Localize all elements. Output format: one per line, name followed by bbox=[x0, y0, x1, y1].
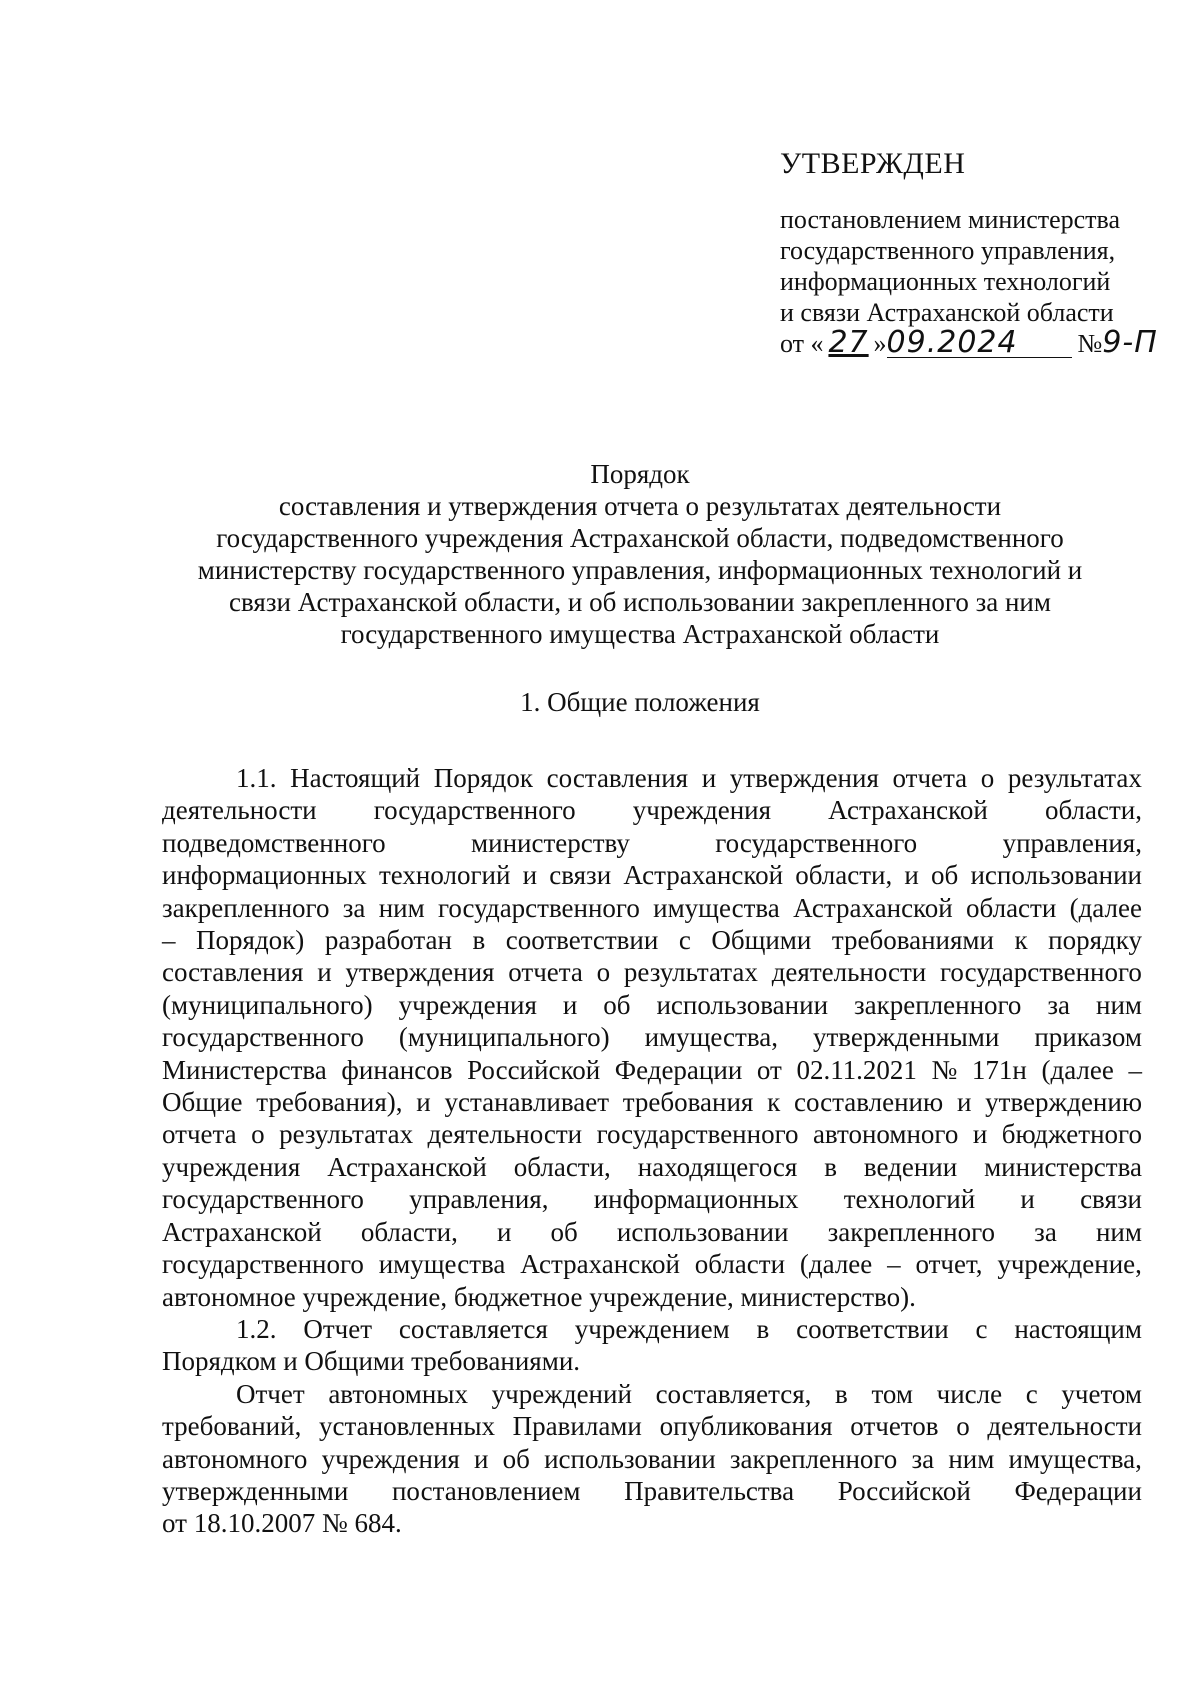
document-title bbox=[160, 458, 1120, 650]
body-line: Порядком и Общими требованиями. bbox=[162, 1346, 581, 1377]
body-line: деятельности государственного учреждения Астраханской области, bbox=[162, 795, 1142, 826]
body-line: от 18.10.2007 № 684. bbox=[162, 1508, 402, 1539]
title-line: связи Астраханской области, и об использовании закрепленного за ним bbox=[229, 587, 1051, 617]
body-line: подведомственного министерству государственного управления, bbox=[162, 827, 1142, 858]
title-line: составления и утверждения отчета о результатах деятельности bbox=[278, 491, 1002, 521]
title-line: государственного учреждения Астраханской области, подведомственного bbox=[216, 523, 1064, 553]
body-text bbox=[162, 762, 1142, 1540]
approval-lines bbox=[780, 204, 1180, 328]
approval-date-line bbox=[780, 326, 1180, 361]
approval-line: государственного управления, bbox=[780, 236, 1116, 265]
body-line: автономного учреждения и об использовании закрепленного за ним имущества, bbox=[162, 1443, 1142, 1474]
body-line: 1.2. Отчет составляется учреждением в соответствии с настоящим bbox=[236, 1313, 1142, 1344]
body-line: Общие требования), и устанавливает требования к составлению и утверждению bbox=[162, 1087, 1142, 1118]
body-line: информационных технологий и связи Астраханской области, и об использовании bbox=[162, 860, 1142, 891]
approval-line: и связи Астраханской области bbox=[780, 298, 1114, 327]
title-line: Порядок bbox=[590, 459, 690, 489]
approval-line: постановлением министерства bbox=[780, 205, 1121, 234]
date-mid: » bbox=[873, 329, 887, 358]
body-line: требований, установленных Правилами опубликования отчетов о деятельности bbox=[162, 1411, 1142, 1442]
body-line: (муниципального) учреждения и об использовании закрепленного за ним bbox=[162, 989, 1142, 1020]
handwritten-date-day: 27 bbox=[828, 325, 869, 360]
body-line: автономное учреждение, бюджетное учреждение, министерство). bbox=[162, 1281, 916, 1312]
number-label: № bbox=[1077, 329, 1103, 358]
body-line: Астраханской области, и об использовании закрепленного за ним bbox=[162, 1216, 1142, 1247]
approval-stamp-block bbox=[780, 146, 1180, 361]
body-line: Отчет автономных учреждений составляется, в том числе с учетом bbox=[236, 1378, 1142, 1409]
body-line: отчета о результатах деятельности государственного автономного и бюджетного bbox=[162, 1119, 1142, 1150]
body-line: государственного управления, информационных технологий и связи bbox=[162, 1184, 1142, 1215]
body-line: – Порядок) разработан в соответствии с Общими требованиями к порядку bbox=[162, 925, 1142, 956]
body-line: утвержденными постановлением Правительства Российской Федерации bbox=[162, 1475, 1142, 1506]
handwritten-date-month-year: 09.2024 bbox=[887, 329, 1072, 358]
section-heading: 1. Общие положения bbox=[520, 687, 760, 717]
title-line: министерству государственного управления, информационных технологий и bbox=[197, 555, 1083, 585]
approval-line: информационных технологий bbox=[780, 267, 1111, 296]
body-line: 1.1. Настоящий Порядок составления и утверждения отчета о результатах bbox=[236, 763, 1142, 793]
date-prefix: от « bbox=[780, 329, 824, 358]
body-line: составления и утверждения отчета о результатах деятельности государственного bbox=[162, 957, 1142, 988]
body-line: государственного имущества Астраханской области (далее – отчет, учреждение, bbox=[162, 1249, 1142, 1280]
body-line: Министерства финансов Российской Федерации от 02.11.2021 № 171н (далее – bbox=[162, 1054, 1142, 1085]
body-line: учреждения Астраханской области, находящегося в ведении министерства bbox=[162, 1151, 1142, 1182]
title-line: государственного имущества Астраханской области bbox=[340, 619, 940, 649]
body-line: государственного (муниципального) имущества, утвержденными приказом bbox=[162, 1022, 1142, 1053]
approval-title: УТВЕРЖДЕН bbox=[780, 147, 966, 180]
body-line: закрепленного за ним государственного имущества Астраханской области (далее bbox=[162, 892, 1142, 923]
handwritten-document-number: 9-П bbox=[1102, 325, 1158, 360]
